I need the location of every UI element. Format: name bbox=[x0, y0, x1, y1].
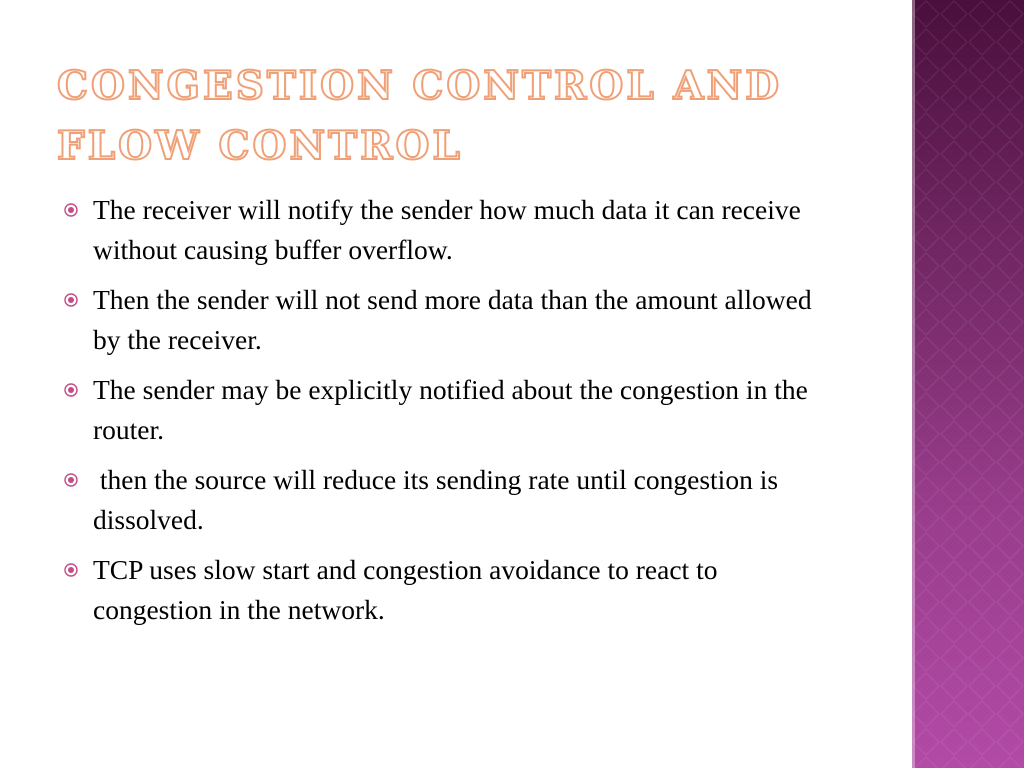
bullet-list bbox=[62, 190, 842, 640]
circled-dot-bullet-icon bbox=[64, 563, 78, 577]
list-item bbox=[62, 190, 842, 270]
circled-dot-bullet-icon bbox=[64, 473, 78, 487]
side-band-edge bbox=[912, 0, 915, 768]
list-item bbox=[62, 460, 842, 540]
bullet-text: Then the sender will not send more data than the amount allowed by the receiver. bbox=[93, 284, 812, 355]
decorative-side-band bbox=[912, 0, 1024, 768]
diamond-pattern bbox=[912, 0, 1024, 768]
bullet-text: then the source will reduce its sending rate until congestion is dissolved. bbox=[93, 464, 785, 535]
bullet-text: TCP uses slow start and congestion avoidance to react to congestion in the network. bbox=[93, 554, 718, 625]
circled-dot-bullet-icon bbox=[64, 203, 78, 217]
circled-dot-bullet-icon bbox=[64, 383, 78, 397]
list-item bbox=[62, 370, 842, 450]
list-item bbox=[62, 550, 842, 630]
list-item bbox=[62, 280, 842, 360]
bullet-text: The receiver will notify the sender how much data it can receive without causing buffer overflow. bbox=[93, 194, 801, 265]
circled-dot-bullet-icon bbox=[64, 293, 78, 307]
bullet-text: The sender may be explicitly notified about the congestion in the router. bbox=[93, 374, 808, 445]
slide-title: CONGESTION CONTROL AND FLOW CONTROL bbox=[57, 63, 783, 169]
